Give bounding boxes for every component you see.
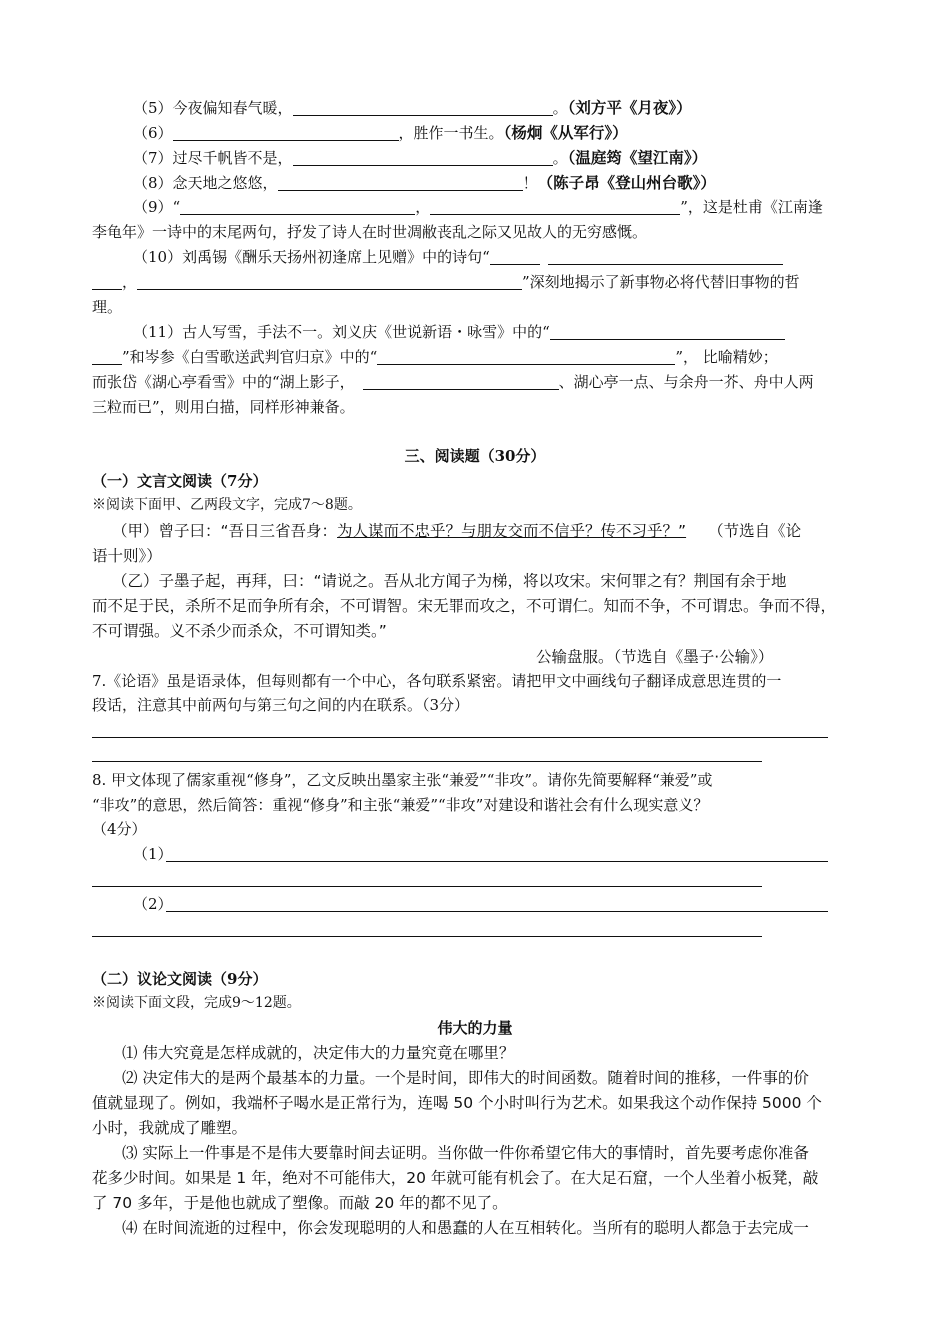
q7-source: （温庭筠《望江南》）: [567, 149, 708, 167]
q8-answer-line-2[interactable]: [92, 886, 762, 887]
q11-line3a: 而张岱《湖心亭看雪》中的“湖上影子，: [92, 373, 355, 391]
q11-line2a: ”和岑参《白雪歌送武判官归京》中的“: [122, 348, 378, 366]
q9-line2: 李龟年》一诗中的末尾两句，抒发了诗人在时世凋敝丧乱之际又见故人的无穷感慨。: [92, 223, 648, 241]
q7-prompt-line2: 段话，注意其中前两句与第三句之间的内在联系。（3分）: [92, 696, 470, 714]
q9-answer-blank-2[interactable]: [430, 198, 680, 215]
q9-close: ”，这是杜甫《江南逢: [680, 198, 823, 216]
q11-line3b: 、湖心亭一点、与余舟一芥、舟中人两: [558, 373, 814, 391]
yi-line3: 不可谓强。义不杀少而杀众，不可谓知类。”: [92, 622, 387, 640]
q9-open-quote: “: [172, 198, 181, 216]
essay-title: 伟大的力量: [437, 1019, 513, 1037]
q10-comma: ，: [122, 273, 138, 291]
yi-source: 公输盘服。（节选自《墨子·公输》）: [536, 648, 774, 666]
q11-answer-blank-3[interactable]: [377, 348, 675, 365]
q8-answer-line-1[interactable]: [166, 861, 828, 862]
q8-answer-1-label: （1）: [133, 845, 173, 863]
q5-answer-blank[interactable]: [293, 99, 553, 116]
jia-line2: 语十则》）: [92, 547, 162, 565]
q7-prompt-line1: 7.《论语》虽是语录体，但每则都有一个中心，各句联系紧密。请把甲文中画线句子翻译成意思连贯的一: [92, 672, 782, 690]
essay-p1: ⑴ 伟大究竟是怎样成就的，决定伟大的力量究竟在哪里？: [122, 1044, 515, 1062]
q10-after: ”深刻地揭示了新事物必将代替旧事物的哲: [522, 273, 800, 291]
q7-after: 。: [552, 149, 568, 167]
q7-before: 过尽千帆皆不是，: [172, 149, 293, 167]
q8-after: ！: [522, 174, 538, 192]
q11-answer-blank-4[interactable]: [363, 373, 559, 390]
part1-title: （一）文言文阅读（7分）: [92, 472, 268, 490]
q10-answer-blank-1b[interactable]: [548, 248, 783, 265]
q8-answer-line-4[interactable]: [92, 936, 762, 937]
essay-p2-line2: 值就显现了。例如，我端杯子喝水是正常行为，连喝 50 个小时叫行为艺术。如果我这个动作保持 5000 个: [92, 1094, 822, 1112]
q11-line3: [92, 371, 814, 393]
q8-answer-2-label: （2）: [133, 895, 173, 913]
fill-in-q9: [133, 196, 823, 218]
q8-number: （8）: [133, 174, 173, 192]
fill-in-q8: [133, 171, 716, 195]
q6-after: ，胜作一书生。: [398, 124, 504, 142]
fill-in-q10: [133, 246, 783, 268]
q10-line2: [92, 271, 800, 293]
q8-prompt-line1: 8. 甲文体现了儒家重视“修身”，乙文反映出墨家主张“兼爱”“非攻”。请你先简要解释“兼爱”或: [92, 771, 713, 789]
q6-answer-blank[interactable]: [173, 124, 399, 141]
q11-answer-blank-2[interactable]: [92, 348, 122, 365]
q6-source: （杨炯《从军行》）: [503, 124, 628, 142]
q8-answer-line-3[interactable]: [166, 911, 828, 912]
q5-number: （5）: [133, 99, 173, 117]
fill-in-q11: [133, 321, 785, 343]
q11-line2b: ”， 比喻精妙；: [675, 348, 778, 366]
yi-line1: （乙）子墨子起，再拜，曰：“请说之。吾从北方闻子为梯，将以攻宋。宋何罪之有？荆国有余于地: [112, 572, 787, 590]
passage-jia: [112, 519, 801, 543]
q10-answer-blank-2a[interactable]: [92, 273, 122, 290]
q10-answer-blank-1a[interactable]: [490, 248, 540, 265]
q5-before: 今夜偏知春气暖，: [172, 99, 293, 117]
essay-p3-line2: 花多少时间。如果是 1 年，绝对不可能伟大，20 年就可能有机会了。在大足石窟，一个人坐着小板凳，敲: [92, 1169, 819, 1187]
essay-p3-line3: 了 70 多年，于是他也就成了塑像。而敲 20 年的都不见了。: [92, 1194, 508, 1212]
q7-number: （7）: [133, 149, 173, 167]
q11-line4: 三粒而已”，则用白描，同样形神兼备。: [92, 398, 355, 416]
jia-prefix: （甲）曾子曰：“吾日三省吾身：: [112, 522, 338, 540]
essay-p3-line1: ⑶ 实际上一件事是不是伟大要靠时间去证明。当你做一件你希望它伟大的事情时，首先要考虑你准备: [122, 1144, 809, 1162]
essay-p2-line1: ⑵ 决定伟大的是两个最基本的力量。一个是时间，即伟大的时间函数。随着时间的推移，一件事的价: [122, 1069, 809, 1087]
fill-in-q5: [133, 96, 692, 120]
fill-in-q7: [133, 146, 707, 170]
q6-number: （6）: [133, 124, 173, 142]
q7-answer-line-2[interactable]: [92, 761, 762, 762]
q8-answer-blank[interactable]: [278, 174, 523, 191]
q11-line1: （11）古人写雪，手法不一。刘义庆《世说新语・咏雪》中的“: [133, 323, 550, 341]
essay-p4-line1: ⑷ 在时间流逝的过程中，你会发现聪明的人和愚蠢的人在互相转化。当所有的聪明人都急于去完成一: [122, 1219, 809, 1237]
q7-answer-line-1[interactable]: [92, 737, 828, 738]
q10-line1: （10）刘禹锡《酬乐天扬州初逢席上见赠》中的诗句“: [133, 248, 490, 266]
q8-source: （陈子昂《登山州台歌》）: [537, 174, 716, 192]
part2-instruction: ※阅读下面文段，完成9～12题。: [92, 995, 301, 1011]
q9-number: （9）: [133, 198, 173, 216]
q9-answer-blank-1[interactable]: [180, 198, 415, 215]
q5-source: （刘方平《月夜》）: [567, 99, 692, 117]
yi-line2: 而不足于民，杀所不足而争所有余，不可谓智。宋无罪而攻之，不可谓仁。知而不争，不可谓忠。争而不得，: [92, 597, 837, 615]
jia-underlined-sentence: 为人谋而不忠乎？与朋友交而不信乎？传不习乎？”: [337, 522, 687, 540]
q10-answer-blank-2b[interactable]: [137, 273, 522, 290]
essay-p2-line3: 小时，我就成了雕塑。: [92, 1119, 248, 1137]
q8-before: 念天地之悠悠，: [172, 174, 278, 192]
q9-comma: ，: [415, 198, 431, 216]
q11-line2: [92, 346, 778, 368]
q5-after: 。: [552, 99, 568, 117]
q11-answer-blank-1[interactable]: [550, 323, 785, 340]
q7-answer-blank[interactable]: [293, 149, 553, 166]
jia-source: （节选自《论: [708, 522, 802, 540]
section-title: 三、阅读题（30分）: [404, 447, 546, 465]
fill-in-q6: [133, 121, 628, 145]
q10-line3: 理。: [92, 298, 123, 316]
part1-instruction: ※阅读下面甲、乙两段文字，完成7～8题。: [92, 497, 362, 513]
q8-prompt-line3: （4分）: [92, 820, 147, 838]
q8-prompt-line2: “非攻”的意思，然后简答：重视“修身”和主张“兼爱”“非攻”对建设和谐社会有什么现实意义？: [92, 796, 709, 814]
part2-title: （二）议论文阅读（9分）: [92, 970, 268, 988]
